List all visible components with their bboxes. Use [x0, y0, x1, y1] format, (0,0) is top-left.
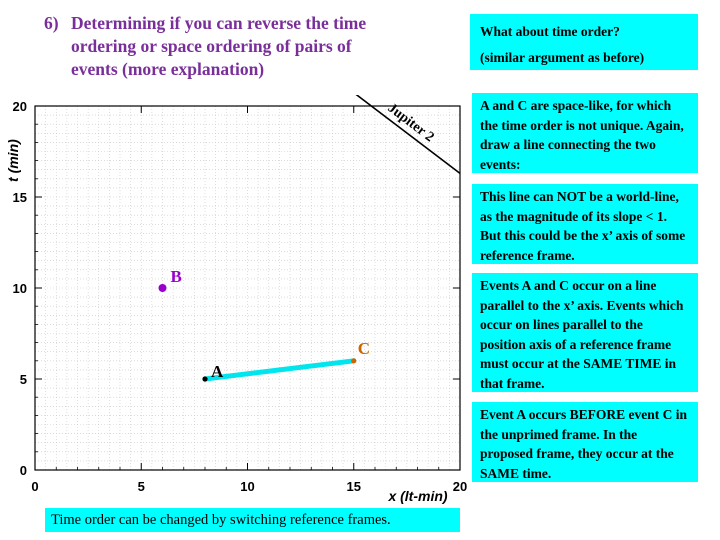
event-label-b: B: [170, 267, 182, 286]
x-axis-label: x (lt-min): [388, 488, 448, 504]
paragraph-spacelike: A and C are space-like, for which the time order is not unique. Again, draw a line connecting the two events:: [472, 93, 698, 173]
event-label-a: A: [211, 362, 224, 381]
event-point-b: [159, 284, 167, 292]
title-text: Determining if you can reverse the time ordering or space ordering of pairs of events (more explanation): [71, 13, 367, 79]
footer-caption: Time order can be changed by switching reference frames.: [45, 508, 460, 532]
event-point-a: [202, 376, 207, 381]
worldline-label: Jupiter 2: [384, 100, 437, 146]
x-tick-label: 5: [137, 479, 145, 494]
y-tick-label: 15: [12, 190, 27, 205]
x-tick-label: 0: [31, 479, 39, 494]
spacetime-diagram: [0, 95, 470, 505]
event-point-c: [351, 358, 356, 363]
title-number: 6): [44, 13, 59, 33]
y-tick-label: 0: [19, 463, 27, 478]
x-tick-label: 20: [452, 479, 468, 494]
y-tick-label: 20: [12, 99, 27, 114]
x-tick-label: 10: [240, 479, 255, 494]
event-label-c: C: [357, 338, 371, 358]
y-axis-label: t (min): [5, 139, 21, 182]
header-line2: (similar argument as before): [480, 50, 645, 65]
header-box: [470, 14, 698, 70]
paragraph-worldline: This line can NOT be a world-line, as the magnitude of its slope < 1. But this could be the x’ axis of some reference frame.: [472, 184, 698, 264]
y-tick-label: 5: [19, 372, 27, 387]
paragraph-conclusion: Event A occurs BEFORE event C in the unprimed frame. In the proposed frame, they occur at the SAME time.: [472, 402, 698, 482]
paragraph-parallel: Events A and C occur on a line parallel to the x’ axis. Events which occur on lines parallel to the position axis of a reference frame must occur at the SAME TIME in that frame.: [472, 273, 698, 392]
slide-title: [44, 12, 384, 81]
x-tick-label: 15: [346, 479, 361, 494]
y-tick-label: 10: [12, 281, 27, 296]
header-line1: What about time order?: [480, 24, 620, 39]
